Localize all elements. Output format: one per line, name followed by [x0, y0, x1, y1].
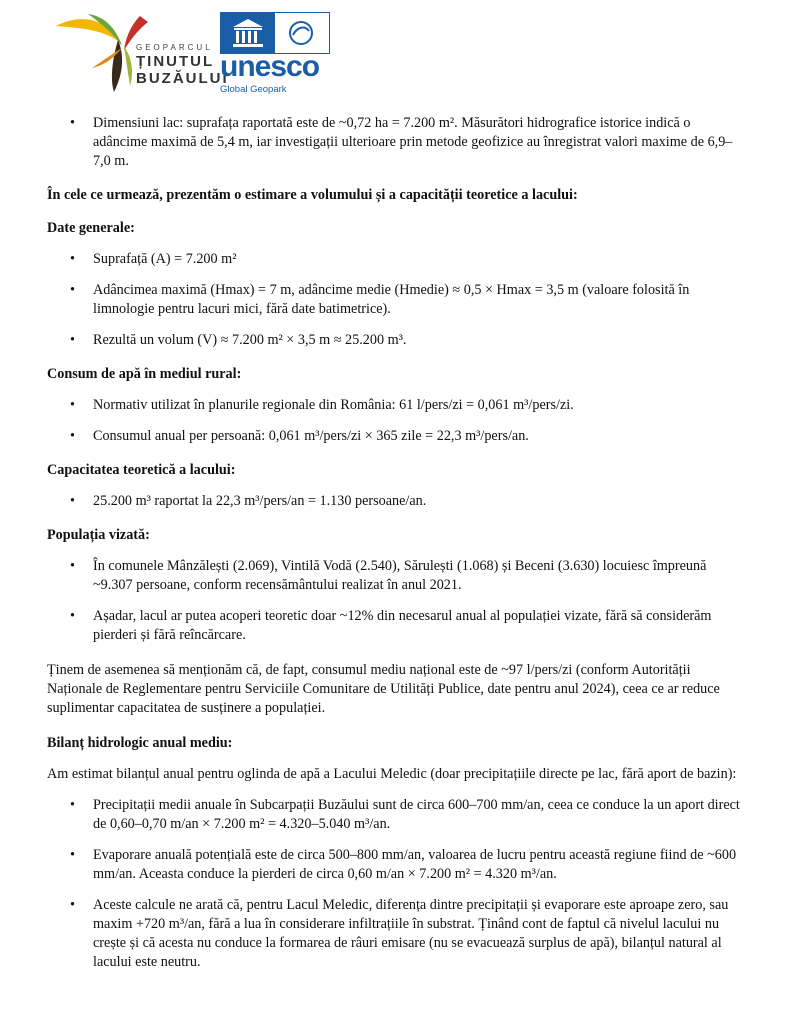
geopark-line3: BUZĂULUI: [136, 70, 229, 87]
unesco-subtitle: Global Geopark: [220, 84, 287, 95]
heading-hydrologic-balance: Bilanț hidrologic anual mediu:: [47, 735, 233, 751]
list-item: • Evaporare anuală potențială este de circa 500–800 mm/an, valoarea de lucru pentru această regiune fiind de ~600 mm/an. Aceasta conduce la pierderi de circa 0,60 m/an × 7.200 m² = 4.320 m³/an.: [47, 846, 747, 884]
list-item: • Așadar, lacul ar putea acoperi teoretic doar ~12% din necesarul anual al populației vizate, fără să considerăm pierderi și fără reîncărcare.: [47, 607, 747, 645]
unesco-temple-icon: [221, 13, 329, 53]
lake-dimensions-list: [47, 114, 747, 171]
geopark-line2: ȚINUTUL: [136, 53, 215, 70]
unesco-wordmark: unesco: [220, 50, 320, 83]
list-item: • Precipitații medii anuale în Subcarpații Buzăului sunt de circa 600–700 mm/an, ceea ce conduce la un aport direct de 0,60–0,70 m/an × 7.200 m² = 4.320–5.040 m³/an.: [47, 796, 747, 834]
geopark-wordmark: [136, 44, 229, 86]
list-item: • În comunele Mânzălești (2.069), Vintilă Vodă (2.540), Sărulești (1.068) și Beceni (3.630) locuiesc împreună ~9.307 persoane, conform recensământului realizat în anul 2021.: [47, 557, 747, 595]
document-body: [47, 110, 747, 972]
unesco-logo: [220, 12, 332, 96]
list-item: • Normativ utilizat în planurile regionale din România: 61 l/pers/zi = 0,061 m³/pers/zi.: [47, 396, 747, 415]
heading-target-population: Populația vizată:: [47, 527, 150, 543]
list-item: • Suprafață (A) = 7.200 m²: [47, 250, 747, 269]
geopark-line1: GEOPARCUL: [136, 43, 213, 52]
lake-capacity-list: [47, 492, 747, 511]
list-item: • Rezultă un volum (V) ≈ 7.200 m² × 3,5 m ≈ 25.200 m³.: [47, 331, 747, 350]
section-intro: În cele ce urmează, prezentăm o estimare a volumului și a capacității teoretice a lacului:: [47, 187, 578, 203]
general-data-list: [47, 250, 747, 350]
list-item: • Dimensiuni lac: suprafața raportată este de ~0,72 ha = 7.200 m². Măsurători hidrografice istorice indică o adâncime maximă de 5,4 m, iar investigații ulterioare prin metode geofizice au înregistrat valori maxime de 6,9–7,0 m.: [47, 114, 747, 171]
header: [52, 10, 352, 100]
heading-lake-capacity: Capacitatea teoretică a lacului:: [47, 462, 236, 478]
unesco-emblem-box: [220, 12, 330, 54]
list-item: • Adâncimea maximă (Hmax) = 7 m, adâncime medie (Hmedie) ≈ 0,5 × Hmax = 3,5 m (valoare folosită în limnologie pentru lacuri mici, fără date batimetrice).: [47, 281, 747, 319]
heading-general-data: Date generale:: [47, 220, 135, 236]
national-consumption-note: Ținem de asemenea să menționăm că, de fapt, consumul mediu național este de ~97 l/pers/zi (conform Autorității Naționale de Reglementare pentru Serviciile Comunitare de Utilități Publice, date pentru anul 2024), ceea ce ar reduce suplimentar capacitatea de susținere a populației.: [47, 662, 720, 716]
list-item: • Aceste calcule ne arată că, pentru Lacul Meledic, diferența dintre precipitații și evaporare este aproape zero, sau maxim +720 m³/an, fără a lua în considerare infiltrațiile în substrat. Ținând cont de faptul că nivelul lacului nu crește și că acesta nu conduce la formarea de râuri emisare (nu se evacuează surplus de apă), bilanțul natural al lacului este neutru.: [47, 896, 747, 972]
list-item: • Consumul anual per persoană: 0,061 m³/pers/zi × 365 zile = 22,3 m³/pers/an.: [47, 427, 747, 446]
list-item: • 25.200 m³ raportat la 22,3 m³/pers/an = 1.130 persoane/an.: [47, 492, 747, 511]
hydrologic-balance-list: [47, 796, 747, 972]
target-population-list: [47, 557, 747, 645]
hydrologic-balance-intro: Am estimat bilanțul anual pentru oglinda de apă a Lacului Meledic (doar precipitațiile directe pe lac, fără aport de bazin):: [47, 766, 737, 782]
water-consumption-list: [47, 396, 747, 446]
heading-water-consumption: Consum de apă în mediul rural:: [47, 366, 242, 382]
